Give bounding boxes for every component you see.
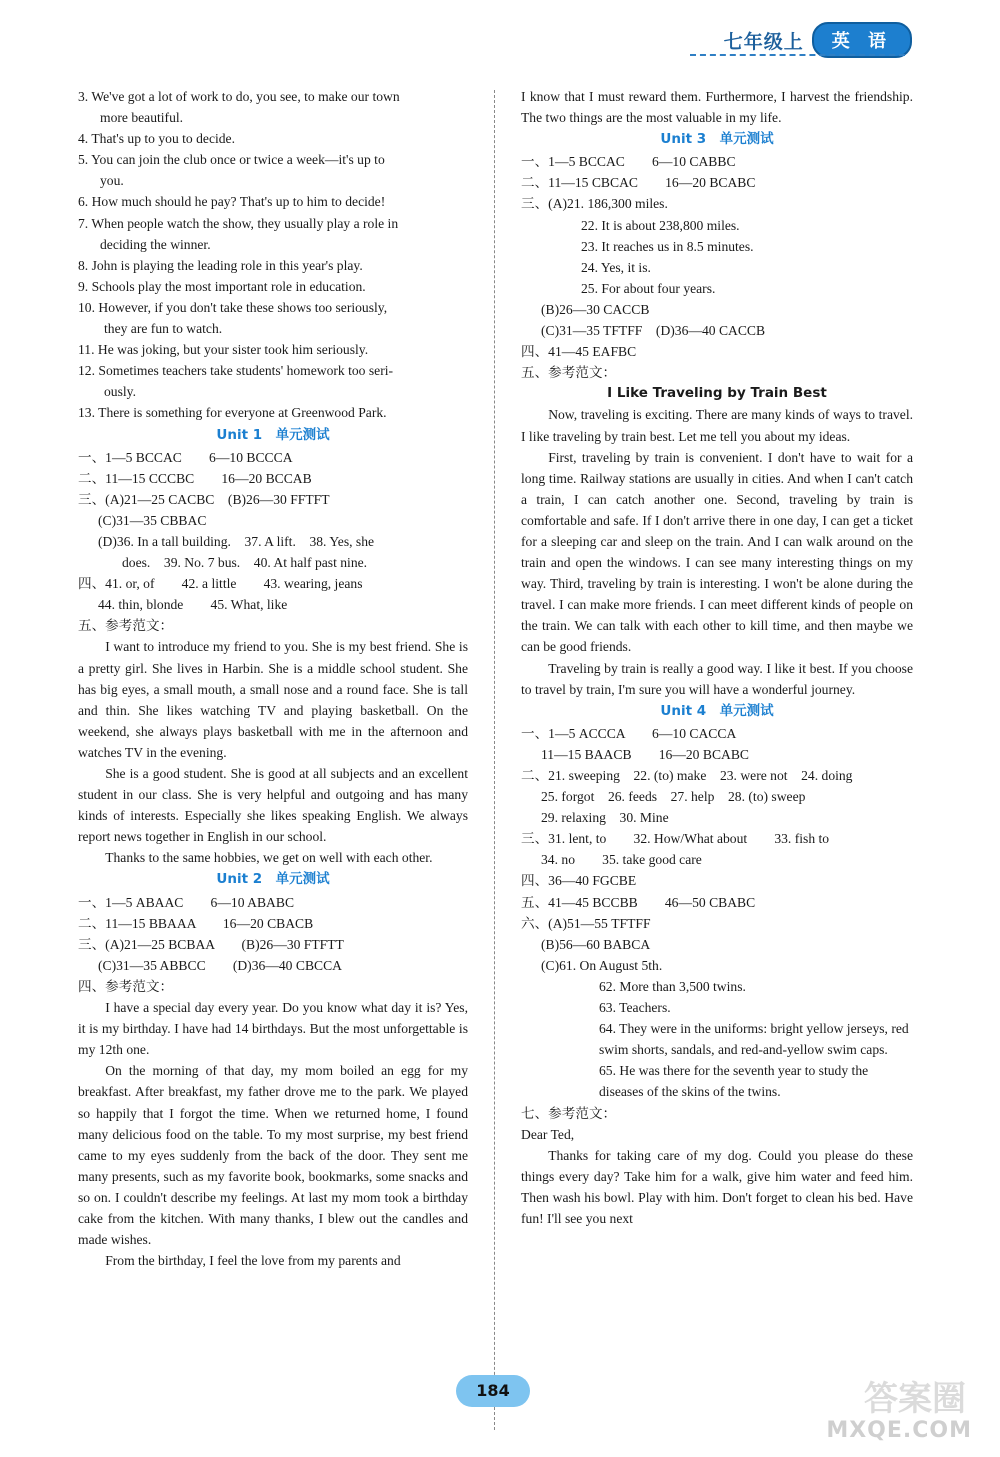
answer-line: 三、(A)21. 186,300 miles. [521, 196, 668, 212]
answer-line: 一、1—5 ACCCA 6—10 CACCA [521, 725, 737, 741]
essay-paragraph: Traveling by train is really a good way. I like it best. If you choose to travel by train, I'm sure you will have a wonderful journey. [521, 660, 913, 697]
answer-line: 8. John is playing the leading role in this year's play. [78, 257, 363, 273]
essay-paragraph: I know that I must reward them. Furthermore, I harvest the friendship. The two things are the most valuable in my life. [521, 89, 913, 126]
answer-line: ously. [104, 384, 136, 400]
column-divider [494, 90, 495, 1430]
answer-line: 4. That's up to you to decide. [78, 131, 235, 147]
answer-line: 六、(A)51—55 TFTFF [521, 915, 651, 931]
essay-paragraph: On the morning of that day, my mom boiled an egg for my breakfast. After breakfast, my father drove me to the park. We played so happily that I forgot the time. When we returned home, I found many delicious food on the table. To my most surprise, my best friend came to my eyes suddenly from the back of the door. They sent me many presents, such as my favorite book, bookmarks, some snacks and so on. I couldn't describe my feelings. At last my mom took a birthday cake from the kitchen. With many thanks, I blew out the candles and made wishes. [78, 1063, 468, 1248]
answer-line: 62. More than 3,500 twins. [599, 978, 746, 994]
essay-paragraph: First, traveling by train is convenient. I don't have to wait for a long time. Railway stations are usually in cities. And when I can't catch a train, I can catch another one. Second, traveling by train is comfortable and safe. If I don't arrive there in one day, I can get a ticket for a sleeping car and sleep on the train. And I can walk around on the train and open the windows. I can see many interesting things on my way. Third, traveling by train is interesting. I won't be alone during the travel. I can make more friends. I can meet different kinds of people on the train. We can talk with each other to kill time, and then maybe we can be good friends. [521, 449, 913, 655]
answer-line: 五、参考范文： [78, 618, 174, 634]
watermark-logo [808, 1369, 978, 1449]
essay-title: I Like Traveling by Train Best [607, 385, 827, 402]
answer-line: 29. relaxing 30. Mine [541, 810, 669, 826]
unit-heading: Unit 3 单元测试 [660, 131, 774, 148]
answer-line: 23. It reaches us in 8.5 minutes. [581, 238, 754, 254]
answer-line: (C)61. On August 5th. [541, 957, 663, 973]
answer-line: 13. There is something for everyone at Greenwood Park. [78, 405, 387, 421]
answer-line: you. [100, 173, 124, 189]
unit-heading: Unit 4 单元测试 [660, 702, 774, 719]
answer-line: 三、31. lent, to 32. How/What about 33. fish to [521, 831, 830, 847]
answer-line: (C)31—35 CBBAC [98, 512, 207, 528]
answer-line: 3. We've got a lot of work to do, you see, to make our town [78, 89, 400, 104]
essay-paragraph: I have a special day every year. Do you know what day it is? Yes, it is my birthday. I have had 14 birthdays. But the most unforgettable is my 12th one. [78, 1000, 468, 1058]
answer-line: 6. How much should he pay? That's up to him to decide! [78, 194, 386, 210]
answer-line: 三、(A)21—25 BCBAA (B)26—30 FTFTT [78, 936, 344, 952]
essay-paragraph: I want to introduce my friend to you. She is my best friend. She is a pretty girl. She lives in Harbin. She is a middle school student. She has big eyes, a small mouth, a small nose and a round face. She is tall and thin. She likes watching TV and playing basketball. On the weekend, she always plays basketball with me in the afternoon and watches TV in the evening. [78, 639, 468, 760]
answer-line: (B)56—60 BABCA [541, 936, 651, 952]
answer-line: 64. They were in the uniforms: bright yellow jerseys, red swim shorts, sandals, and red-and-yellow swim caps. [599, 1021, 909, 1058]
answer-line: 11. He was joking, but your sister took him seriously. [78, 342, 369, 358]
answer-line: (C)31—35 TFTFF (D)36—40 CACCB [541, 323, 766, 339]
answer-line: deciding the winner. [100, 236, 211, 252]
essay-paragraph: Thanks for taking care of my dog. Could you please do these things every day? Take him for a walk, give him water and feed him. Then wash his bowl. Play with him. Don't forget to clean his bed. Have fun! I'll see you next [521, 1147, 913, 1226]
page-number: 184 [456, 1375, 530, 1407]
answer-line: 二、21. sweeping 22. (to) make 23. were not 24. doing [521, 768, 853, 783]
essay-paragraph: She is a good student. She is good at all subjects and an excellent student in our class. She is very helpful and outgoing and has many kinds of interests. Especially she likes speaking English. We always report news together in English in our school. [78, 766, 468, 845]
answer-line: 10. However, if you don't take these shows too seriously, [78, 299, 388, 315]
subject-badge: 英 语 [812, 22, 912, 58]
right-column [521, 86, 913, 1229]
answer-line: 63. Teachers. [599, 1000, 671, 1016]
answer-line: 五、41—45 BCCBB 46—50 CBABC [521, 894, 756, 910]
answer-line: 22. It is about 238,800 miles. [581, 217, 740, 233]
answer-line: 五、参考范文： [521, 365, 617, 381]
answer-line: 9. Schools play the most important role in education. [78, 278, 366, 294]
answer-line: 5. You can join the club once or twice a week—it's up to [78, 152, 385, 168]
essay-paragraph: Thanks to the same hobbies, we get on well with each other. [105, 850, 433, 866]
answer-line: Dear Ted, [521, 1126, 575, 1142]
unit-heading: Unit 2 单元测试 [216, 871, 330, 888]
answer-line: 25. forgot 26. feeds 27. help 28. (to) sweep [541, 789, 806, 805]
grade-label: 七年级上 [723, 30, 804, 53]
answer-line: 一、1—5 BCCAC 6—10 BCCCA [78, 449, 293, 465]
watermark-en: MXQE.COM [826, 1418, 972, 1443]
answer-line: 34. no 35. take good care [541, 852, 702, 868]
answer-line: 四、41—45 EAFBC [521, 344, 637, 360]
answer-line: 44. thin, blonde 45. What, like [98, 597, 288, 613]
answer-line: 二、11—15 CBCAC 16—20 BCABC [521, 175, 756, 191]
unit-heading: Unit 1 单元测试 [216, 426, 330, 443]
answer-line: (B)26—30 CACCB [541, 301, 650, 317]
answer-line: (C)31—35 ABBCC (D)36—40 CBCCA [98, 957, 342, 973]
answer-line: 24. Yes, it is. [581, 259, 651, 275]
answer-line: 四、36—40 FGCBE [521, 873, 637, 889]
header-underline [690, 54, 905, 56]
answer-line: 三、(A)21—25 CACBC (B)26—30 FFTFT [78, 491, 330, 507]
answer-line: does. 39. No. 7 bus. 40. At half past nine. [122, 555, 368, 571]
answer-line: 二、11—15 CCCBC 16—20 BCCAB [78, 470, 312, 486]
answer-line: 四、41. or, of 42. a little 43. wearing, jeans [78, 576, 363, 592]
answer-line: (D)36. In a tall building. 37. A lift. 38. Yes, she [98, 533, 375, 549]
watermark-cn: 答案圈 [864, 1379, 966, 1419]
essay-paragraph: From the birthday, I feel the love from my parents and [105, 1253, 401, 1269]
answer-line: 七、参考范文： [521, 1105, 617, 1121]
page-header [724, 22, 912, 58]
answer-line: 二、11—15 BBAAA 16—20 CBACB [78, 915, 314, 931]
answer-line: more beautiful. [100, 110, 184, 126]
answer-line: 11—15 BAACB 16—20 BCABC [541, 746, 749, 762]
answer-line: 25. For about four years. [581, 280, 716, 296]
answer-line: they are fun to watch. [104, 321, 223, 337]
answer-line: 一、1—5 ABAAC 6—10 ABABC [78, 894, 295, 910]
answer-line: 一、1—5 BCCAC 6—10 CABBC [521, 154, 736, 170]
essay-paragraph: Now, traveling is exciting. There are many kinds of ways to travel. I like traveling by train best. Let me tell you about my ideas. [521, 407, 913, 444]
answer-line: 65. He was there for the seventh year to study the diseases of the skins of the twins. [599, 1063, 869, 1100]
answer-line: 四、参考范文： [78, 978, 174, 994]
answer-line: 7. When people watch the show, they usually play a role in [78, 215, 399, 231]
answer-line: 12. Sometimes teachers take students' homework too seri- [78, 363, 394, 379]
left-column [78, 86, 468, 1271]
